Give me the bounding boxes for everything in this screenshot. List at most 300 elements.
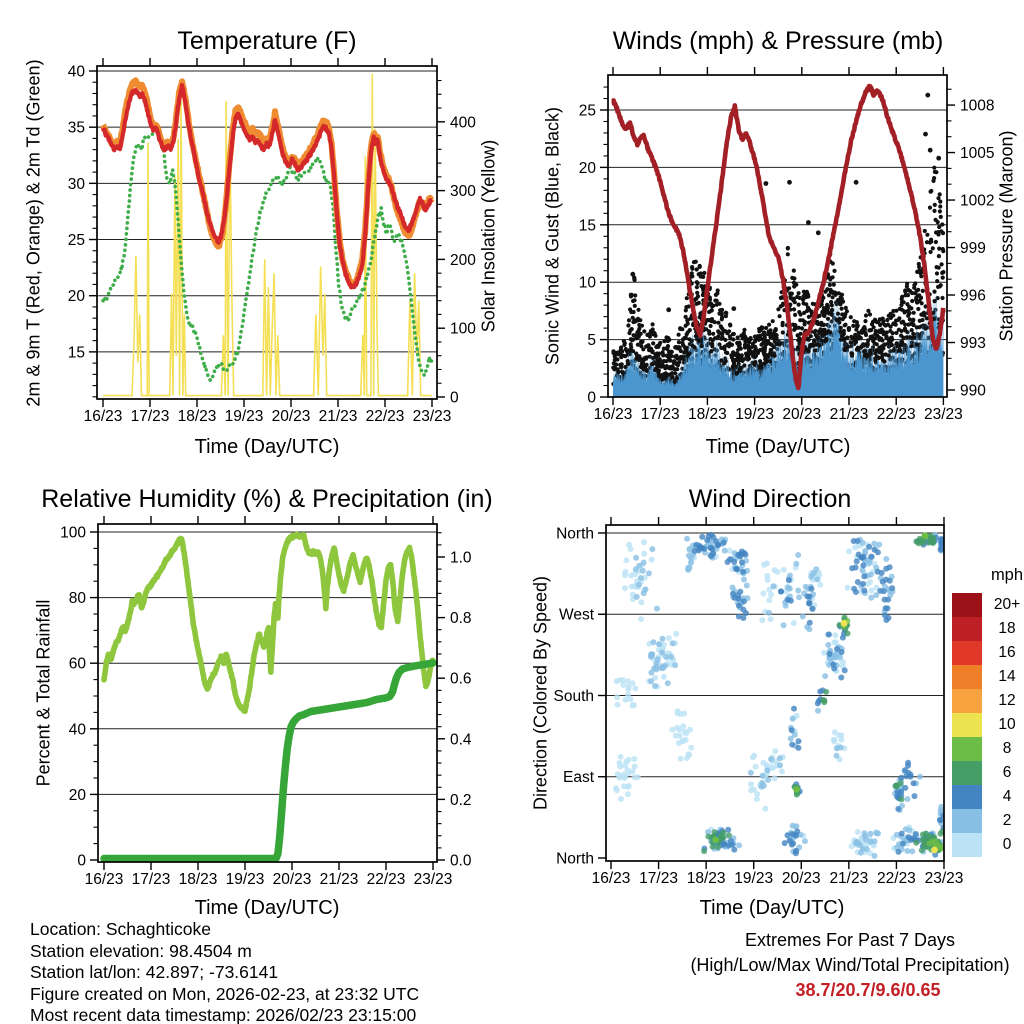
gust-dot bbox=[628, 307, 632, 311]
gust-dot bbox=[633, 304, 637, 308]
gust-dot bbox=[847, 326, 851, 330]
gust-dot bbox=[866, 342, 870, 346]
colorbar-swatch-10 bbox=[952, 713, 982, 737]
wind-direction-dot bbox=[713, 538, 719, 544]
gust-dot bbox=[881, 330, 885, 334]
wind-direction-dot bbox=[810, 606, 816, 612]
gust-dot bbox=[817, 330, 821, 334]
wind-direction-dot bbox=[793, 561, 799, 567]
gust-dot bbox=[778, 314, 782, 318]
wind-direction-dot bbox=[760, 773, 766, 779]
gust-dot bbox=[868, 348, 872, 352]
wind-direction-dot bbox=[802, 838, 808, 844]
gust-dot bbox=[667, 366, 671, 370]
gust-dot bbox=[678, 346, 682, 350]
wind-direction-dot bbox=[705, 834, 711, 840]
gust-dot bbox=[753, 345, 757, 349]
gust-dot bbox=[742, 363, 746, 367]
gust-dot bbox=[758, 359, 762, 363]
wind-direction-dot bbox=[684, 755, 690, 761]
y-tick-label: 30 bbox=[67, 175, 85, 193]
gust-dot bbox=[933, 299, 937, 303]
wind-direction-dot bbox=[785, 832, 791, 838]
y-tick-label: 25 bbox=[578, 102, 596, 120]
gust-dot bbox=[673, 380, 677, 384]
gust-dot bbox=[716, 329, 720, 333]
wind-direction-dot bbox=[863, 837, 869, 843]
wind-direction-dot bbox=[913, 840, 919, 846]
gust-dot bbox=[687, 304, 691, 308]
wind-direction-dot bbox=[823, 689, 829, 695]
wind-direction-dot bbox=[706, 533, 712, 539]
x-tick-label: 22/23 bbox=[876, 406, 916, 423]
gust-dot bbox=[720, 308, 724, 312]
colorbar-swatch-12 bbox=[952, 689, 982, 713]
wind-direction-dot bbox=[783, 603, 789, 609]
x-tick-label: 20/23 bbox=[781, 870, 821, 887]
wind-direction-dot bbox=[860, 568, 866, 574]
wind-direction-dot bbox=[649, 557, 655, 563]
gust-dot bbox=[890, 338, 894, 342]
y-tick-label: 0.0 bbox=[450, 852, 472, 870]
wind-direction-dot bbox=[788, 598, 794, 604]
gust-dot bbox=[725, 351, 729, 355]
wind-direction-dot bbox=[765, 577, 771, 583]
wind-direction-dot bbox=[872, 838, 878, 844]
gust-dot bbox=[906, 323, 910, 327]
wind-direction-dot bbox=[795, 745, 801, 751]
wind-direction-dot bbox=[817, 582, 823, 588]
x-tick-label: 19/23 bbox=[734, 870, 774, 887]
gust-dot bbox=[694, 260, 698, 264]
gust-dot bbox=[938, 200, 942, 204]
gust-dot bbox=[675, 367, 679, 371]
wind-direction-dot bbox=[791, 706, 797, 712]
gust-dot bbox=[629, 293, 633, 297]
x-tick-label: 21/23 bbox=[318, 408, 358, 425]
gust-dot bbox=[638, 318, 642, 322]
gust-dot bbox=[940, 262, 944, 266]
wind-direction-dot bbox=[860, 581, 866, 587]
wind-direction-dot bbox=[786, 577, 792, 583]
y-tick-label: 100 bbox=[60, 524, 86, 542]
colorbar-swatch-20+ bbox=[952, 593, 982, 617]
y-tick-label: 15 bbox=[578, 217, 596, 235]
gust-dot bbox=[635, 330, 639, 334]
gust-dot bbox=[820, 338, 824, 342]
wind-direction-dot bbox=[895, 849, 901, 855]
wind-direction-dot bbox=[796, 738, 802, 744]
gust-dot bbox=[793, 326, 797, 330]
temperature-chart-title: Temperature (F) bbox=[177, 27, 357, 55]
wind-direction-dot bbox=[916, 540, 922, 546]
gust-dot bbox=[615, 357, 619, 361]
gust-dot bbox=[773, 329, 777, 333]
wind-direction-dot bbox=[836, 732, 842, 738]
wind-direction-dot bbox=[838, 675, 844, 681]
gust-dot bbox=[743, 344, 747, 348]
direction-x-label: Time (Day/UTC) bbox=[699, 897, 845, 919]
gust-dot bbox=[786, 246, 790, 250]
gust-dot bbox=[905, 335, 909, 339]
wind-direction-dot bbox=[675, 708, 681, 714]
gust-dot bbox=[863, 319, 867, 323]
gust-dot bbox=[871, 320, 875, 324]
wind-direction-dot bbox=[761, 783, 767, 789]
gust-dot bbox=[812, 339, 816, 343]
wind-direction-dot bbox=[715, 844, 721, 850]
gust-dot bbox=[822, 328, 826, 332]
gust-dot bbox=[910, 299, 914, 303]
wind-direction-dot bbox=[864, 846, 870, 852]
gust-dot bbox=[695, 285, 699, 289]
gust-dot bbox=[765, 359, 769, 363]
wind-direction-dot bbox=[860, 562, 866, 568]
station-elevation: Station elevation: 98.4504 m bbox=[30, 940, 252, 961]
gust-dot bbox=[829, 288, 833, 292]
colorbar-label: 2 bbox=[1002, 812, 1012, 829]
y-tick-label: 0.6 bbox=[450, 670, 472, 688]
gust-dot bbox=[728, 323, 732, 327]
wind-direction-dot bbox=[669, 727, 675, 733]
gust-dot bbox=[923, 326, 927, 330]
wind-direction-dot bbox=[660, 665, 666, 671]
gust-dot bbox=[817, 343, 821, 347]
wind-direction-dot bbox=[680, 738, 686, 744]
wind-direction-dot bbox=[624, 767, 630, 773]
gust-dot bbox=[820, 311, 824, 315]
wind-direction-dot bbox=[793, 832, 799, 838]
direction-y-left-label: Direction (Colored By Speed) bbox=[530, 575, 551, 811]
gust-dot bbox=[641, 361, 645, 365]
gust-outlier-dot bbox=[787, 180, 792, 185]
wind-direction-dot bbox=[770, 583, 776, 589]
gust-dot bbox=[903, 328, 907, 332]
wind-direction-dot bbox=[651, 639, 657, 645]
wind-direction-dot bbox=[660, 636, 666, 642]
gust-dot bbox=[655, 344, 659, 348]
wind-direction-dot bbox=[722, 548, 728, 554]
gust-dot bbox=[753, 352, 757, 356]
y-tick-label: 40 bbox=[67, 63, 85, 81]
gust-dot bbox=[875, 348, 879, 352]
wind-direction-dot bbox=[766, 597, 772, 603]
gust-dot bbox=[899, 343, 903, 347]
gust-dot bbox=[724, 311, 728, 315]
gust-dot bbox=[627, 318, 631, 322]
gust-dot bbox=[790, 292, 794, 296]
gust-dot bbox=[855, 325, 859, 329]
gust-dot bbox=[739, 347, 743, 351]
gust-dot bbox=[905, 284, 909, 288]
wind-direction-dot bbox=[681, 711, 687, 717]
wind-direction-dot bbox=[876, 542, 882, 548]
gust-dot bbox=[830, 312, 834, 316]
wind-direction-dot bbox=[632, 685, 638, 691]
wind-direction-dot bbox=[853, 589, 859, 595]
gust-dot bbox=[790, 276, 794, 280]
gust-dot bbox=[696, 281, 700, 285]
humidity-plot-area bbox=[104, 534, 433, 858]
wind-direction-dot bbox=[854, 558, 860, 564]
gust-outlier-dot bbox=[816, 230, 821, 235]
gust-dot bbox=[820, 333, 824, 337]
gust-dot bbox=[699, 274, 703, 278]
wind-direction-dot bbox=[638, 616, 644, 622]
gust-dot bbox=[781, 330, 785, 334]
gust-dot bbox=[756, 335, 760, 339]
gust-dot bbox=[774, 342, 778, 346]
gust-dot bbox=[892, 321, 896, 325]
wind-direction-dot bbox=[670, 640, 676, 646]
gust-dot bbox=[840, 312, 844, 316]
wind-direction-dot bbox=[628, 696, 634, 702]
wind-direction-dot bbox=[866, 544, 872, 550]
gust-dot bbox=[732, 332, 736, 336]
gust-dot bbox=[776, 307, 780, 311]
wind-direction-dot bbox=[648, 678, 654, 684]
gust-dot bbox=[925, 233, 929, 237]
wind-direction-dot bbox=[720, 830, 726, 836]
wind-direction-dot bbox=[831, 662, 837, 668]
gust-dot bbox=[637, 323, 641, 327]
gust-dot bbox=[900, 300, 904, 304]
gust-dot bbox=[794, 283, 798, 287]
wind-direction-dot bbox=[623, 759, 629, 765]
gust-dot bbox=[877, 356, 881, 360]
x-tick-label: 23/23 bbox=[413, 871, 453, 888]
gust-outlier-dot bbox=[936, 156, 941, 161]
gust-dot bbox=[753, 339, 757, 343]
wind-direction-dot bbox=[683, 730, 689, 736]
gust-dot bbox=[935, 265, 939, 269]
gust-dot bbox=[923, 229, 927, 233]
gust-dot bbox=[831, 275, 835, 279]
gust-dot bbox=[791, 298, 795, 302]
wind-direction-dot bbox=[885, 605, 891, 611]
gust-dot bbox=[653, 352, 657, 356]
wind-direction-dot bbox=[861, 588, 867, 594]
gust-dot bbox=[677, 340, 681, 344]
wind-direction-dot bbox=[907, 774, 913, 780]
gust-dot bbox=[709, 349, 713, 353]
gust-dot bbox=[774, 335, 778, 339]
gust-dot bbox=[753, 360, 757, 364]
x-tick-label: 22/23 bbox=[365, 408, 405, 425]
x-tick-label: 20/23 bbox=[271, 408, 311, 425]
gust-dot bbox=[715, 299, 719, 303]
wind-direction-dot bbox=[926, 841, 932, 847]
gust-dot bbox=[925, 240, 929, 244]
gust-dot bbox=[635, 335, 639, 339]
gust-dot bbox=[836, 312, 840, 316]
gust-dot bbox=[696, 294, 700, 298]
gust-dot bbox=[769, 332, 773, 336]
wind-direction-dot bbox=[656, 641, 662, 647]
gust-dot bbox=[716, 288, 720, 292]
gust-dot bbox=[749, 336, 753, 340]
wind-direction-dot bbox=[678, 756, 684, 762]
wind-direction-dot bbox=[803, 584, 809, 590]
gust-dot bbox=[901, 320, 905, 324]
gust-dot bbox=[797, 310, 801, 314]
y-tick-label: East bbox=[562, 769, 594, 787]
wind-direction-dot bbox=[744, 583, 750, 589]
gust-dot bbox=[731, 364, 735, 368]
gust-dot bbox=[764, 326, 768, 330]
colorbar-swatch-16 bbox=[952, 641, 982, 665]
y-tick-label: 15 bbox=[67, 344, 85, 362]
wind-direction-dot bbox=[740, 607, 746, 613]
wind-direction-dot bbox=[641, 560, 647, 566]
gust-dot bbox=[619, 365, 623, 369]
x-tick-label: 21/23 bbox=[829, 870, 869, 887]
gust-dot bbox=[929, 250, 933, 254]
y-tick-label: 40 bbox=[68, 721, 86, 739]
gust-outlier-dot bbox=[923, 132, 928, 137]
gust-dot bbox=[826, 317, 830, 321]
y-tick-label: 0 bbox=[77, 852, 86, 870]
gust-dot bbox=[903, 290, 907, 294]
wind-direction-chart-title: Wind Direction bbox=[688, 485, 852, 513]
x-tick-label: 18/23 bbox=[178, 871, 218, 888]
gust-dot bbox=[688, 328, 692, 332]
gust-dot bbox=[824, 337, 828, 341]
wind-direction-dot bbox=[748, 781, 754, 787]
wind-direction-dot bbox=[761, 562, 767, 568]
gust-dot bbox=[813, 329, 817, 333]
gust-dot bbox=[906, 309, 910, 313]
gust-dot bbox=[819, 323, 823, 327]
gust-dot bbox=[740, 353, 744, 357]
gust-dot bbox=[873, 359, 877, 363]
wind-direction-dot bbox=[646, 570, 652, 576]
wind-direction-dot bbox=[614, 694, 620, 700]
gust-dot bbox=[824, 290, 828, 294]
wind-direction-dot bbox=[840, 635, 846, 641]
gust-dot bbox=[616, 367, 620, 371]
y-tick-label: 25 bbox=[67, 232, 85, 250]
gust-dot bbox=[832, 283, 836, 287]
y-tick-label: South bbox=[553, 687, 594, 705]
gust-dot bbox=[830, 308, 834, 312]
wind-direction-dot bbox=[768, 756, 774, 762]
x-tick-label: 21/23 bbox=[829, 406, 869, 423]
x-tick-label: 18/23 bbox=[177, 408, 217, 425]
gust-dot bbox=[757, 329, 761, 333]
gust-dot bbox=[910, 328, 914, 332]
wind-direction-dot bbox=[882, 612, 888, 618]
colorbar-label: 6 bbox=[1002, 764, 1012, 781]
gust-dot bbox=[813, 348, 817, 352]
gust-dot bbox=[736, 335, 740, 339]
gust-dot bbox=[841, 300, 845, 304]
gust-dot bbox=[915, 343, 919, 347]
temperature-y-right-label: Solar Insolation (Yellow) bbox=[478, 139, 499, 333]
gust-dot bbox=[877, 330, 881, 334]
gust-dot bbox=[867, 328, 871, 332]
wind-direction-dot bbox=[825, 642, 831, 648]
wind-direction-dot bbox=[727, 556, 733, 562]
wind-direction-dot bbox=[834, 745, 840, 751]
wind-direction-dot bbox=[622, 585, 628, 591]
temperature-x-label: Time (Day/UTC) bbox=[194, 436, 340, 458]
y-tick-label: 1008 bbox=[960, 97, 995, 115]
y-tick-label: 1005 bbox=[960, 145, 995, 163]
wind-direction-dot bbox=[638, 575, 644, 581]
gust-dot bbox=[725, 331, 729, 335]
gust-dot bbox=[938, 192, 942, 196]
gust-dot bbox=[891, 309, 895, 313]
wind-direction-dot bbox=[920, 832, 926, 838]
colorbar-label: 8 bbox=[1002, 740, 1012, 757]
gust-dot bbox=[737, 367, 741, 371]
wind-direction-dot bbox=[621, 783, 627, 789]
gust-dot bbox=[666, 344, 670, 348]
wind-direction-dot bbox=[900, 841, 906, 847]
gust-dot bbox=[792, 307, 796, 311]
gust-dot bbox=[938, 204, 942, 208]
gust-dot bbox=[725, 343, 729, 347]
wind-direction-dot bbox=[815, 576, 821, 582]
wind-direction-dot bbox=[741, 598, 747, 604]
wind-direction-dot bbox=[762, 806, 768, 812]
gust-dot bbox=[801, 294, 805, 298]
x-tick-label: 17/23 bbox=[639, 870, 678, 887]
wind-direction-dot bbox=[795, 552, 801, 558]
gust-dot bbox=[697, 339, 701, 343]
wind-direction-dot bbox=[625, 678, 631, 684]
wind-direction-dot bbox=[831, 737, 837, 743]
wind-direction-dot bbox=[770, 765, 776, 771]
wind-direction-dot bbox=[806, 600, 812, 606]
x-tick-label: 23/23 bbox=[412, 408, 452, 425]
gust-dot bbox=[702, 271, 706, 275]
wind-direction-dot bbox=[920, 837, 926, 843]
gust-dot bbox=[812, 344, 816, 348]
gust-dot bbox=[898, 349, 902, 353]
gust-dot bbox=[622, 339, 626, 343]
gust-dot bbox=[629, 345, 633, 349]
wind-direction-dot bbox=[766, 610, 772, 616]
gust-dot bbox=[933, 203, 937, 207]
gust-dot bbox=[682, 351, 686, 355]
gust-dot bbox=[837, 317, 841, 321]
gust-dot bbox=[616, 350, 620, 354]
gust-dot bbox=[636, 308, 640, 312]
wind-direction-dot bbox=[842, 667, 848, 673]
wind-direction-dot bbox=[821, 650, 827, 656]
wind-direction-dot bbox=[625, 791, 631, 797]
gust-dot bbox=[764, 343, 768, 347]
gust-dot bbox=[883, 342, 887, 346]
wind-direction-dot bbox=[759, 617, 765, 623]
gust-dot bbox=[941, 276, 945, 280]
temperature-y-left-label: 2m & 9m T (Red, Orange) & 2m Td (Green) bbox=[23, 59, 44, 407]
wind-direction-dot bbox=[626, 542, 632, 548]
gust-dot bbox=[740, 359, 744, 363]
wind-direction-dot bbox=[701, 848, 707, 854]
x-tick-label: 17/23 bbox=[640, 406, 680, 423]
gust-dot bbox=[915, 300, 919, 304]
y-tick-label: 300 bbox=[450, 183, 476, 201]
most-recent-data-timestamp: Most recent data timestamp: 2026/02/23 23:15:00 bbox=[30, 1005, 417, 1024]
wind-direction-dot bbox=[712, 829, 718, 835]
gust-dot bbox=[935, 279, 939, 283]
gust-dot bbox=[937, 247, 941, 251]
gust-dot bbox=[831, 295, 835, 299]
wind-direction-highlight-dot bbox=[922, 532, 929, 539]
